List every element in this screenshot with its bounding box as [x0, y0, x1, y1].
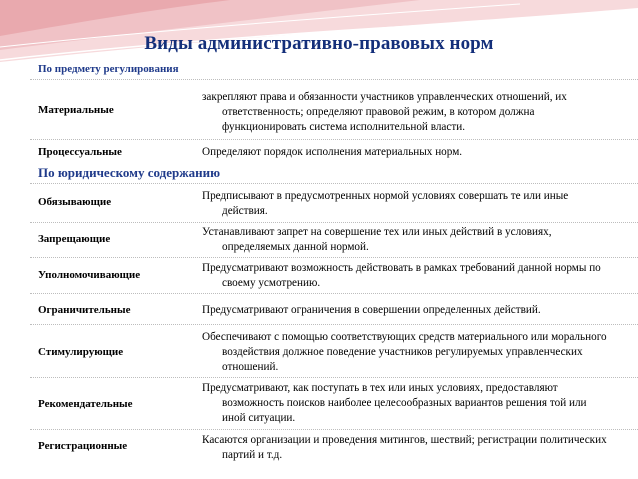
- term-material: Материальные: [38, 104, 114, 116]
- term-restrictive: Ограничительные: [38, 304, 131, 316]
- section-heading-subject: По предмету регулирования: [38, 63, 179, 75]
- definition-restrictive: Предусматривают ограничения в совершении определенных действий.: [202, 304, 541, 316]
- divider: [30, 183, 638, 184]
- divider: [30, 222, 638, 223]
- term-stimulating: Стимулирующие: [38, 346, 124, 358]
- divider: [30, 79, 638, 80]
- term-obligating: Обязывающие: [38, 196, 112, 208]
- divider: [30, 293, 638, 294]
- divider: [30, 257, 638, 258]
- divider: [30, 324, 638, 325]
- term-prohibiting: Запрещающие: [38, 233, 111, 245]
- term-registration: Регистрационные: [38, 440, 128, 452]
- definition-stimulating: Обеспечивают с помощью соответствующих средств материального или морального воздействия должное поведение участников регулируемых управленческих отношений.: [202, 331, 607, 373]
- definition-empowering: Предусматривают возможность действовать в рамках требований данной нормы по своему усмотрению.: [202, 262, 601, 289]
- definition-prohibiting: Устанавливают запрет на совершение тех или иных действий в условиях, определяемых данной нормой.: [202, 226, 552, 253]
- term-recommendatory: Рекомендательные: [38, 398, 133, 410]
- divider: [30, 429, 638, 430]
- divider: [30, 377, 638, 378]
- definition-material: закрепляют права и обязанности участников управленческих отношений, их ответственность; определяют правовой режим, в котором должна функционировать система исполнительной власти.: [202, 91, 567, 133]
- term-procedural: Процессуальные: [38, 146, 122, 158]
- term-empowering: Уполномочивающие: [38, 269, 141, 281]
- definition-registration: Касаются организации и проведения митингов, шествий; регистрации политических партий и т.д.: [202, 434, 607, 461]
- slide-title: Виды административно-правовых норм: [144, 33, 494, 54]
- definition-procedural: Определяют порядок исполнения материальных норм.: [202, 146, 463, 158]
- divider: [30, 139, 638, 140]
- definition-recommendatory: Предусматривают, как поступать в тех или иных условиях, предоставляют возможность поисков наиболее целесообразных вариантов решения той или иной ситуации.: [202, 382, 587, 424]
- definition-obligating: Предписывают в предусмотренных нормой условиях совершать те или иные действия.: [202, 190, 569, 217]
- section-heading-legal-content: По юридическому содержанию: [38, 165, 221, 180]
